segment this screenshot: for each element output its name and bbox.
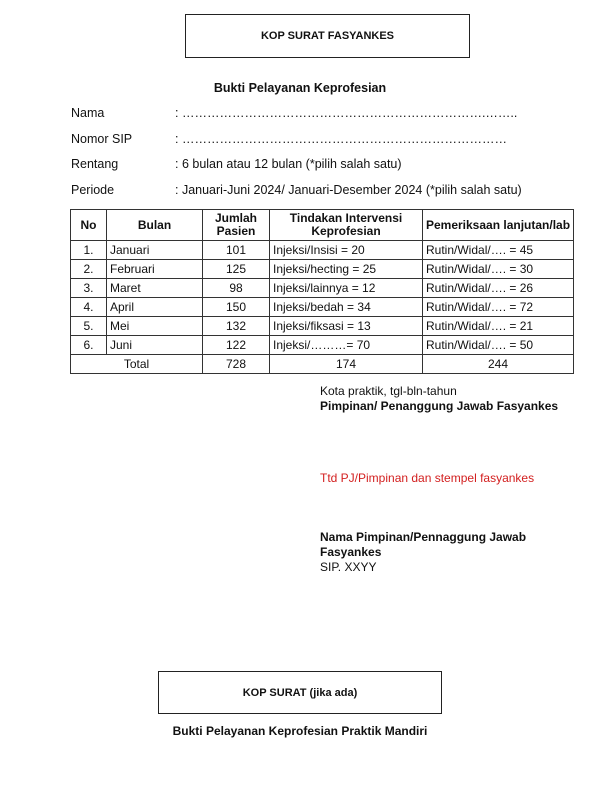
cell-tindakan: Injeksi/lainnya = 12 bbox=[270, 279, 423, 298]
cell-pasien: 132 bbox=[203, 317, 270, 336]
table-row bbox=[71, 317, 574, 336]
cell-no: 4. bbox=[71, 298, 107, 317]
second-document-title: Bukti Pelayanan Keprofesian Praktik Mandiri bbox=[172, 724, 428, 738]
cell-pasien: 122 bbox=[203, 336, 270, 355]
signature-place-date: Kota praktik, tgl-bln-tahun bbox=[320, 384, 457, 398]
field-periode-label: Periode bbox=[71, 183, 115, 197]
letterhead-box-2 bbox=[158, 671, 442, 714]
header-no: No bbox=[71, 210, 107, 241]
header-pemeriksaan: Pemeriksaan lanjutan/lab bbox=[423, 210, 574, 241]
cell-bulan: Mei bbox=[107, 317, 203, 336]
signature-role: Pimpinan/ Penanggung Jawab Fasyankes bbox=[320, 399, 559, 413]
field-nama-value: : ……………………………………………………………….…….. bbox=[175, 106, 518, 120]
cell-tindakan: Injeksi/hecting = 25 bbox=[270, 260, 423, 279]
cell-bulan: Juni bbox=[107, 336, 203, 355]
table-row bbox=[71, 336, 574, 355]
cell-pemeriksaan: Rutin/Widal/…. = 45 bbox=[423, 241, 574, 260]
header-bulan: Bulan bbox=[107, 210, 203, 241]
cell-tindakan: Injeksi/………= 70 bbox=[270, 336, 423, 355]
cell-pasien: 125 bbox=[203, 260, 270, 279]
cell-pasien: 150 bbox=[203, 298, 270, 317]
cell-pasien: 101 bbox=[203, 241, 270, 260]
cell-no: 3. bbox=[71, 279, 107, 298]
header-jumlah-pasien: Jumlah Pasien bbox=[203, 210, 270, 241]
field-nama-label: Nama bbox=[71, 106, 105, 120]
table-row bbox=[71, 279, 574, 298]
cell-bulan: Januari bbox=[107, 241, 203, 260]
signatory-name: Nama Pimpinan/Pennaggung Jawab Fasyankes bbox=[320, 530, 527, 559]
total-pemeriksaan: 244 bbox=[423, 355, 574, 374]
cell-no: 1. bbox=[71, 241, 107, 260]
table-header-row bbox=[71, 210, 574, 241]
header-tindakan: Tindakan Intervensi Keprofesian bbox=[270, 210, 423, 241]
table-row bbox=[71, 241, 574, 260]
cell-pasien: 98 bbox=[203, 279, 270, 298]
field-sip-value: : …………………………………………………………………… bbox=[175, 132, 507, 146]
signature-note: Ttd PJ/Pimpinan dan stempel fasyankes bbox=[320, 471, 535, 485]
cell-pemeriksaan: Rutin/Widal/…. = 30 bbox=[423, 260, 574, 279]
cell-pemeriksaan: Rutin/Widal/…. = 72 bbox=[423, 298, 574, 317]
cell-no: 6. bbox=[71, 336, 107, 355]
cell-pemeriksaan: Rutin/Widal/…. = 26 bbox=[423, 279, 574, 298]
cell-no: 5. bbox=[71, 317, 107, 336]
total-pasien: 728 bbox=[203, 355, 270, 374]
signatory-sip: SIP. XXYY bbox=[320, 560, 377, 574]
letterhead-box bbox=[185, 14, 470, 58]
cell-bulan: April bbox=[107, 298, 203, 317]
document-title: Bukti Pelayanan Keprofesian bbox=[213, 81, 387, 95]
cell-no: 2. bbox=[71, 260, 107, 279]
cell-pemeriksaan: Rutin/Widal/…. = 50 bbox=[423, 336, 574, 355]
letterhead-label-2: KOP SURAT (jika ada) bbox=[242, 686, 358, 699]
table-row bbox=[71, 298, 574, 317]
service-table bbox=[70, 209, 574, 374]
cell-bulan: Februari bbox=[107, 260, 203, 279]
letterhead-label: KOP SURAT FASYANKES bbox=[260, 30, 395, 42]
cell-bulan: Maret bbox=[107, 279, 203, 298]
table-row bbox=[71, 260, 574, 279]
cell-tindakan: Injeksi/fiksasi = 13 bbox=[270, 317, 423, 336]
field-rentang-label: Rentang bbox=[71, 157, 119, 171]
field-sip-label: Nomor SIP bbox=[71, 132, 133, 146]
cell-tindakan: Injeksi/Insisi = 20 bbox=[270, 241, 423, 260]
total-label: Total bbox=[71, 355, 203, 374]
table-total-row bbox=[71, 355, 574, 374]
total-tindakan: 174 bbox=[270, 355, 423, 374]
cell-tindakan: Injeksi/bedah = 34 bbox=[270, 298, 423, 317]
field-periode-value: : Januari-Juni 2024/ Januari-Desember 2024 (*pilih salah satu) bbox=[175, 183, 522, 197]
cell-pemeriksaan: Rutin/Widal/…. = 21 bbox=[423, 317, 574, 336]
field-rentang-value: : 6 bulan atau 12 bulan (*pilih salah satu) bbox=[175, 157, 402, 171]
